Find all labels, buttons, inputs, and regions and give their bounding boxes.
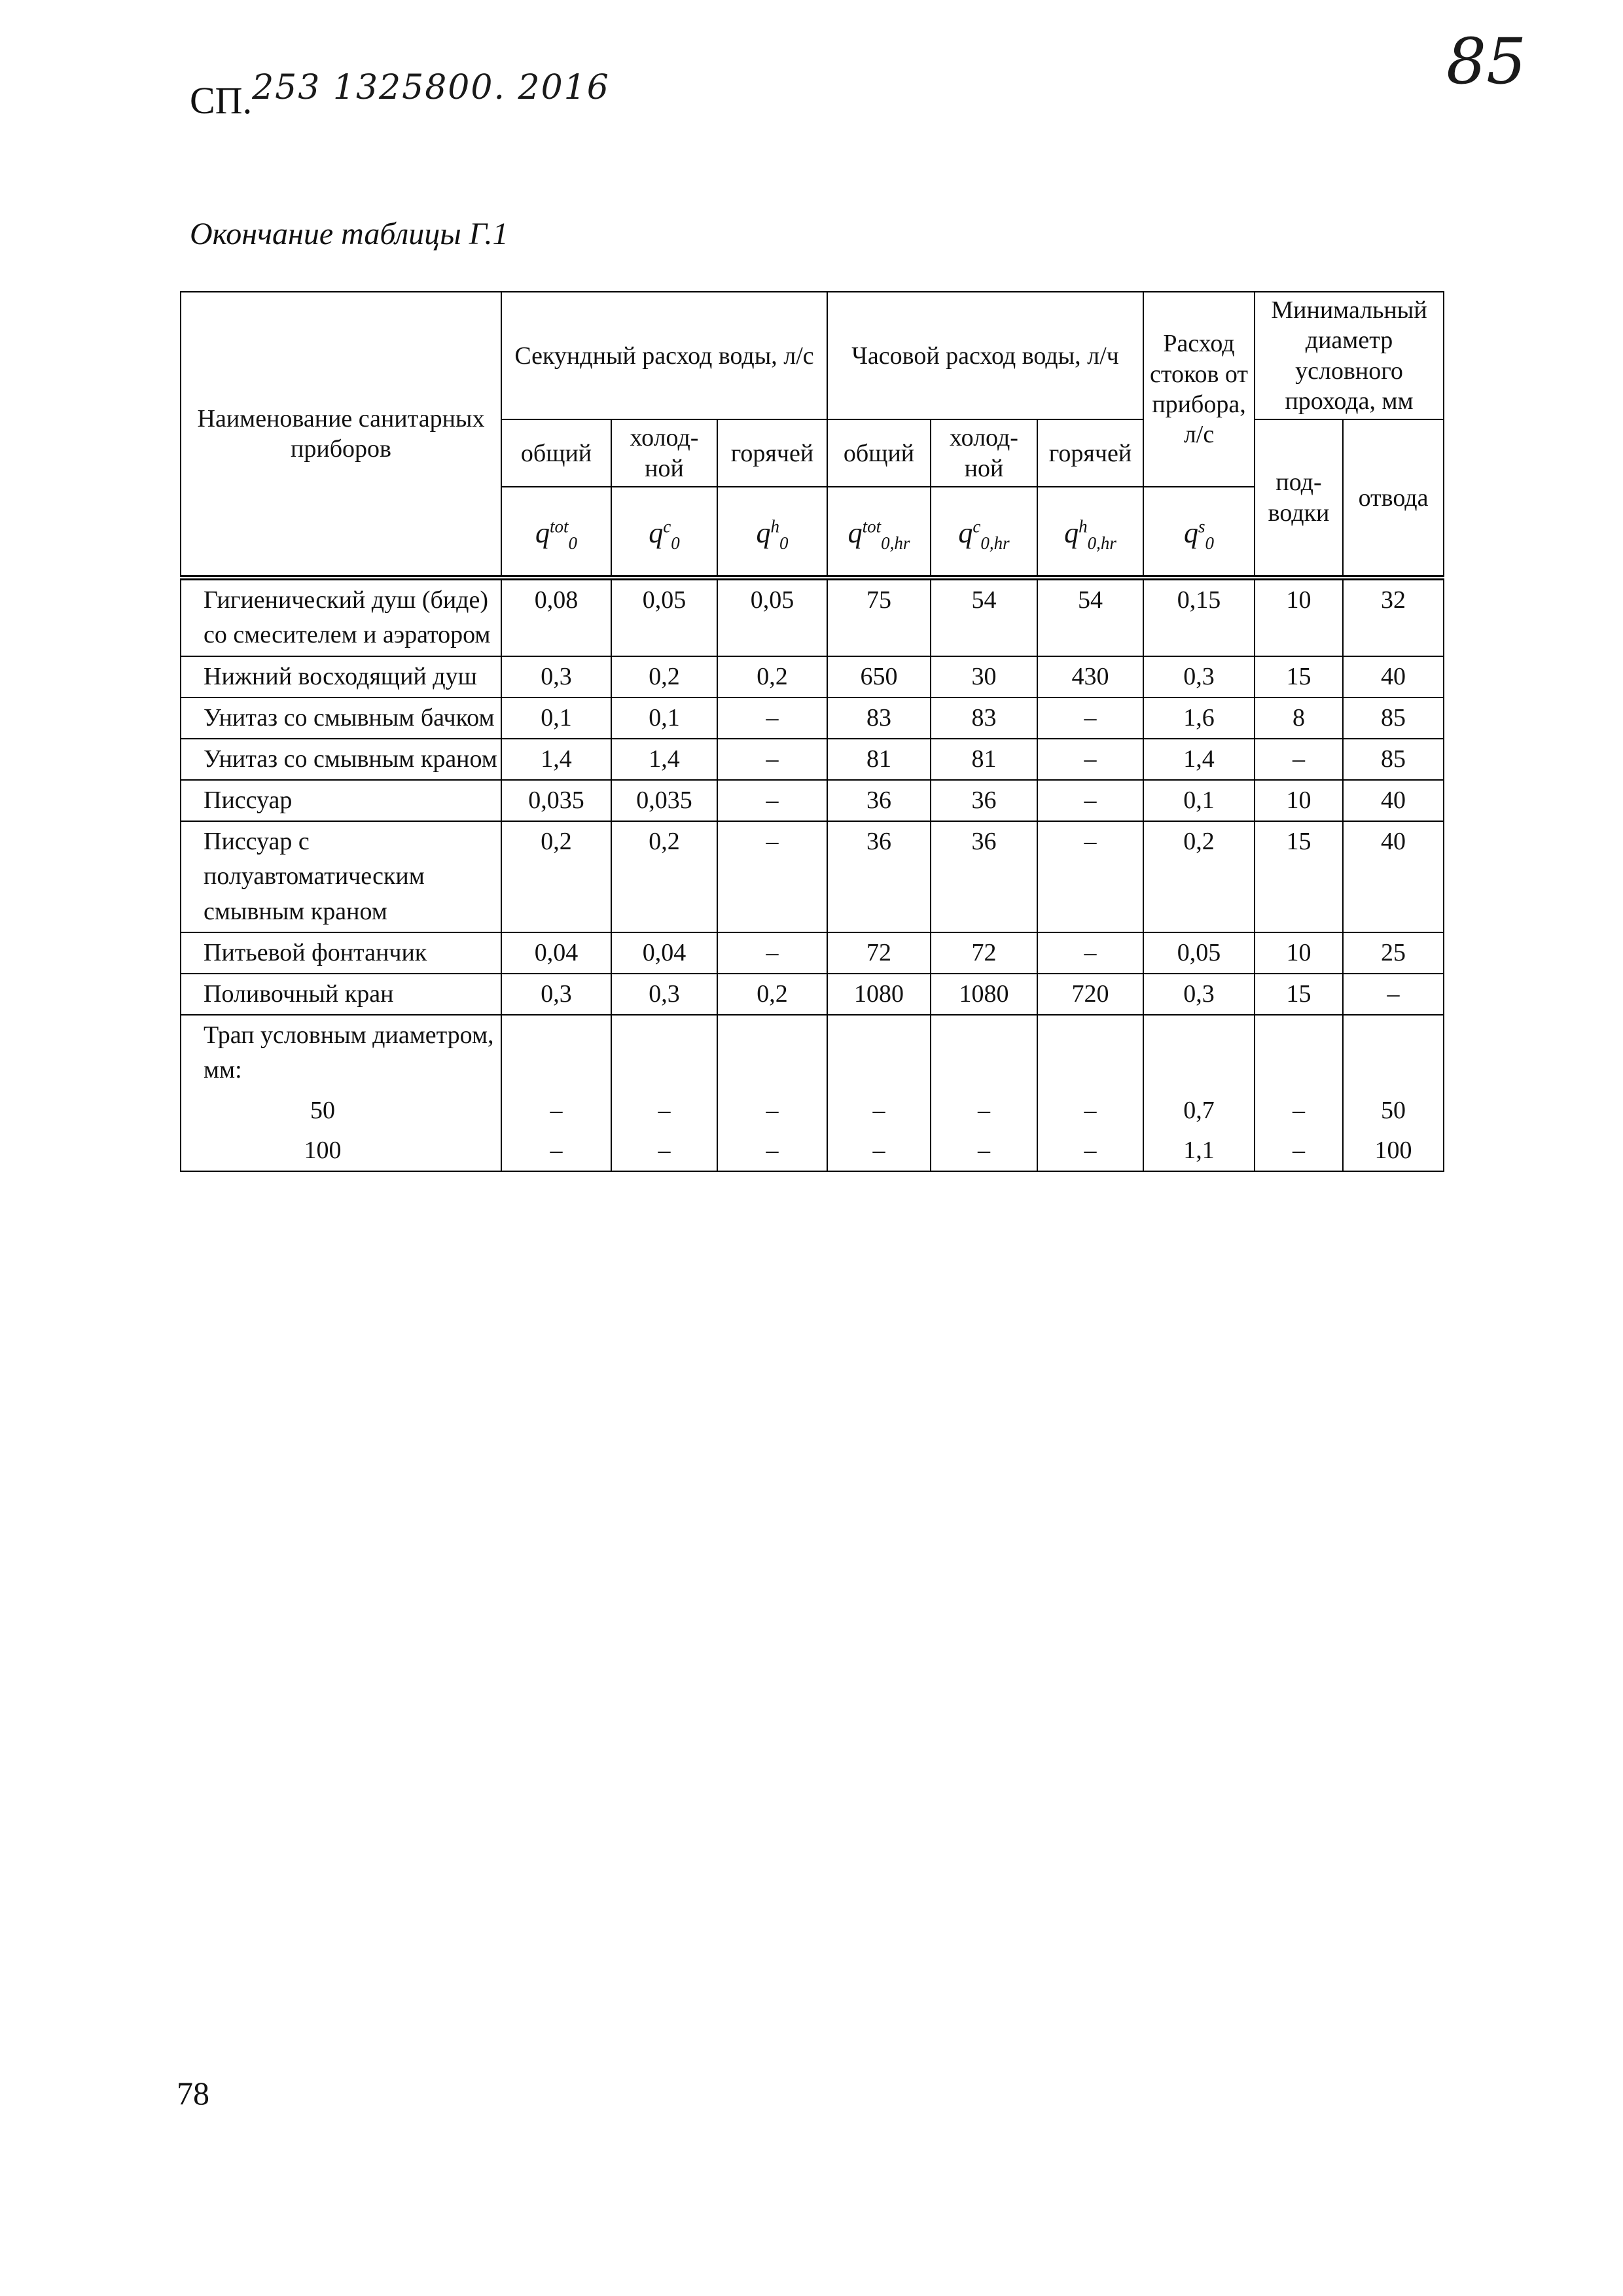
table-row xyxy=(181,821,1444,932)
value-cell: – xyxy=(611,1131,717,1171)
value-cell: 0,1 xyxy=(611,698,717,739)
value-cell: 40 xyxy=(1343,656,1444,698)
value-cell: 0,035 xyxy=(611,780,717,821)
value-cell: 430 xyxy=(1037,656,1143,698)
header-drain-flow: Расход стоков от прибора, л/с xyxy=(1143,292,1255,487)
value-cell: – xyxy=(501,1091,611,1131)
table-row xyxy=(181,780,1444,821)
value-cell: – xyxy=(501,1131,611,1171)
value-cell: 36 xyxy=(827,821,931,932)
value-cell: 0,05 xyxy=(1143,932,1255,974)
value-cell: 8 xyxy=(1255,698,1343,739)
fixture-name-cell: Питьевой фонтанчик xyxy=(181,932,501,974)
value-cell: 81 xyxy=(931,739,1037,780)
value-cell: – xyxy=(717,1131,827,1171)
value-cell: 81 xyxy=(827,739,931,780)
value-cell: 1080 xyxy=(931,974,1037,1015)
header-diam-supply: под-водки xyxy=(1255,419,1343,578)
value-cell: 0,04 xyxy=(501,932,611,974)
value-cell: – xyxy=(1343,974,1444,1015)
value-cell: 15 xyxy=(1255,974,1343,1015)
handwritten-page-mark: 85 xyxy=(1446,25,1527,98)
value-cell: – xyxy=(1255,1131,1343,1171)
fixture-name-cell: Гигиенический душ (биде) со смесителем и аэратором xyxy=(181,578,501,656)
value-cell: 75 xyxy=(827,578,931,656)
value-cell: 83 xyxy=(827,698,931,739)
empty-cell xyxy=(611,1015,717,1090)
trap-diameter-cell: 50 xyxy=(181,1091,501,1131)
value-cell: 0,3 xyxy=(1143,974,1255,1015)
value-cell: 10 xyxy=(1255,780,1343,821)
value-cell: 1080 xyxy=(827,974,931,1015)
value-cell: 83 xyxy=(931,698,1037,739)
trap-diameter-cell: 100 xyxy=(181,1131,501,1171)
value-cell: 0,05 xyxy=(611,578,717,656)
table-row xyxy=(181,656,1444,698)
value-cell: 0,3 xyxy=(611,974,717,1015)
value-cell: 0,04 xyxy=(611,932,717,974)
empty-cell xyxy=(1343,1015,1444,1090)
value-cell: 15 xyxy=(1255,656,1343,698)
value-cell: 0,1 xyxy=(1143,780,1255,821)
value-cell: 40 xyxy=(1343,821,1444,932)
value-cell: 0,15 xyxy=(1143,578,1255,656)
value-cell: 1,4 xyxy=(501,739,611,780)
value-cell: – xyxy=(717,739,827,780)
value-cell: – xyxy=(931,1091,1037,1131)
empty-cell xyxy=(1255,1015,1343,1090)
value-cell: 54 xyxy=(931,578,1037,656)
value-cell: – xyxy=(1037,1091,1143,1131)
header-sec-total: общий xyxy=(501,419,611,487)
value-cell: – xyxy=(1037,739,1143,780)
table-row xyxy=(181,578,1444,656)
header-fixture-name: Наименование санитарных приборов xyxy=(181,292,501,578)
header-second-flow: Секундный расход воды, л/с xyxy=(501,292,827,419)
value-cell: 25 xyxy=(1343,932,1444,974)
header-sec-hot: горячей xyxy=(717,419,827,487)
value-cell: 10 xyxy=(1255,932,1343,974)
symbol-q0hr-tot: $q^{tot}_{0,hr}$ xyxy=(827,487,931,578)
document-code xyxy=(190,68,610,122)
value-cell: 36 xyxy=(931,780,1037,821)
table-row-trap-heading xyxy=(181,1015,1444,1090)
page-number: 78 xyxy=(177,2075,209,2111)
value-cell: 0,7 xyxy=(1143,1091,1255,1131)
value-cell: – xyxy=(717,1091,827,1131)
value-cell: – xyxy=(931,1131,1037,1171)
empty-cell xyxy=(717,1015,827,1090)
fixture-name-cell: Трап условным диаметром, мм: xyxy=(181,1015,501,1090)
fixtures-flow-table xyxy=(180,291,1444,1172)
value-cell: 85 xyxy=(1343,739,1444,780)
value-cell: – xyxy=(717,780,827,821)
value-cell: – xyxy=(1037,932,1143,974)
symbol-q0-c: $q^c_0$ xyxy=(611,487,717,578)
value-cell: 30 xyxy=(931,656,1037,698)
document-code-handwritten: 253 1325800. 2016 xyxy=(252,68,610,107)
empty-cell xyxy=(1143,1015,1255,1090)
empty-cell xyxy=(501,1015,611,1090)
document-code-prefix: СП. xyxy=(190,79,253,122)
fixture-name-cell: Нижний восходящий душ xyxy=(181,656,501,698)
value-cell: – xyxy=(717,932,827,974)
value-cell: 32 xyxy=(1343,578,1444,656)
table-row xyxy=(181,974,1444,1015)
value-cell: – xyxy=(611,1091,717,1131)
value-cell: 0,2 xyxy=(501,821,611,932)
table-row-trap-diameter xyxy=(181,1091,1444,1131)
table-body xyxy=(181,578,1444,1171)
symbol-q0-s: $q^s_0$ xyxy=(1143,487,1255,578)
value-cell: – xyxy=(1037,698,1143,739)
value-cell: 0,035 xyxy=(501,780,611,821)
header-sec-cold: холод-ной xyxy=(611,419,717,487)
header-diam-outlet: отвода xyxy=(1343,419,1444,578)
value-cell: 72 xyxy=(931,932,1037,974)
table-caption: Окончание таблицы Г.1 xyxy=(190,217,508,251)
empty-cell xyxy=(827,1015,931,1090)
table-row xyxy=(181,698,1444,739)
value-cell: 1,4 xyxy=(1143,739,1255,780)
value-cell: 0,3 xyxy=(1143,656,1255,698)
value-cell: – xyxy=(1037,821,1143,932)
value-cell: 10 xyxy=(1255,578,1343,656)
value-cell: 1,1 xyxy=(1143,1131,1255,1171)
value-cell: – xyxy=(1037,1131,1143,1171)
value-cell: 40 xyxy=(1343,780,1444,821)
value-cell: 0,3 xyxy=(501,656,611,698)
value-cell: 0,08 xyxy=(501,578,611,656)
table-row xyxy=(181,739,1444,780)
value-cell: – xyxy=(827,1131,931,1171)
value-cell: – xyxy=(1255,739,1343,780)
empty-cell xyxy=(931,1015,1037,1090)
value-cell: – xyxy=(717,821,827,932)
value-cell: 0,2 xyxy=(611,821,717,932)
value-cell: 1,6 xyxy=(1143,698,1255,739)
value-cell: 0,1 xyxy=(501,698,611,739)
value-cell: 100 xyxy=(1343,1131,1444,1171)
empty-cell xyxy=(1037,1015,1143,1090)
header-hour-cold: холод-ной xyxy=(931,419,1037,487)
value-cell: 0,2 xyxy=(717,974,827,1015)
fixture-name-cell: Писсуар xyxy=(181,780,501,821)
value-cell: 0,2 xyxy=(717,656,827,698)
table-row-trap-diameter xyxy=(181,1131,1444,1171)
fixture-name-cell: Поливочный кран xyxy=(181,974,501,1015)
header-min-diameter: Минимальный диаметр условного прохода, мм xyxy=(1255,292,1444,419)
value-cell: – xyxy=(1255,1091,1343,1131)
symbol-q0hr-c: $q^c_{0,hr}$ xyxy=(931,487,1037,578)
value-cell: 0,05 xyxy=(717,578,827,656)
fixture-name-cell: Писсуар с полуавтоматическим смывным краном xyxy=(181,821,501,932)
value-cell: 36 xyxy=(931,821,1037,932)
symbol-q0-h: $q^h_0$ xyxy=(717,487,827,578)
value-cell: 72 xyxy=(827,932,931,974)
value-cell: 0,3 xyxy=(501,974,611,1015)
value-cell: 0,2 xyxy=(1143,821,1255,932)
value-cell: 85 xyxy=(1343,698,1444,739)
value-cell: – xyxy=(717,698,827,739)
value-cell: – xyxy=(1037,780,1143,821)
header-hour-flow: Часовой расход воды, л/ч xyxy=(827,292,1143,419)
table-row xyxy=(181,932,1444,974)
value-cell: 15 xyxy=(1255,821,1343,932)
value-cell: – xyxy=(827,1091,931,1131)
fixture-name-cell: Унитаз со смывным краном xyxy=(181,739,501,780)
symbol-q0-tot: $q^{tot}_0$ xyxy=(501,487,611,578)
value-cell: 50 xyxy=(1343,1091,1444,1131)
value-cell: 0,2 xyxy=(611,656,717,698)
value-cell: 650 xyxy=(827,656,931,698)
symbol-q0hr-h: $q^h_{0,hr}$ xyxy=(1037,487,1143,578)
value-cell: 36 xyxy=(827,780,931,821)
header-hour-hot: горячей xyxy=(1037,419,1143,487)
value-cell: 1,4 xyxy=(611,739,717,780)
value-cell: 54 xyxy=(1037,578,1143,656)
header-hour-total: общий xyxy=(827,419,931,487)
fixture-name-cell: Унитаз со смывным бачком xyxy=(181,698,501,739)
value-cell: 720 xyxy=(1037,974,1143,1015)
